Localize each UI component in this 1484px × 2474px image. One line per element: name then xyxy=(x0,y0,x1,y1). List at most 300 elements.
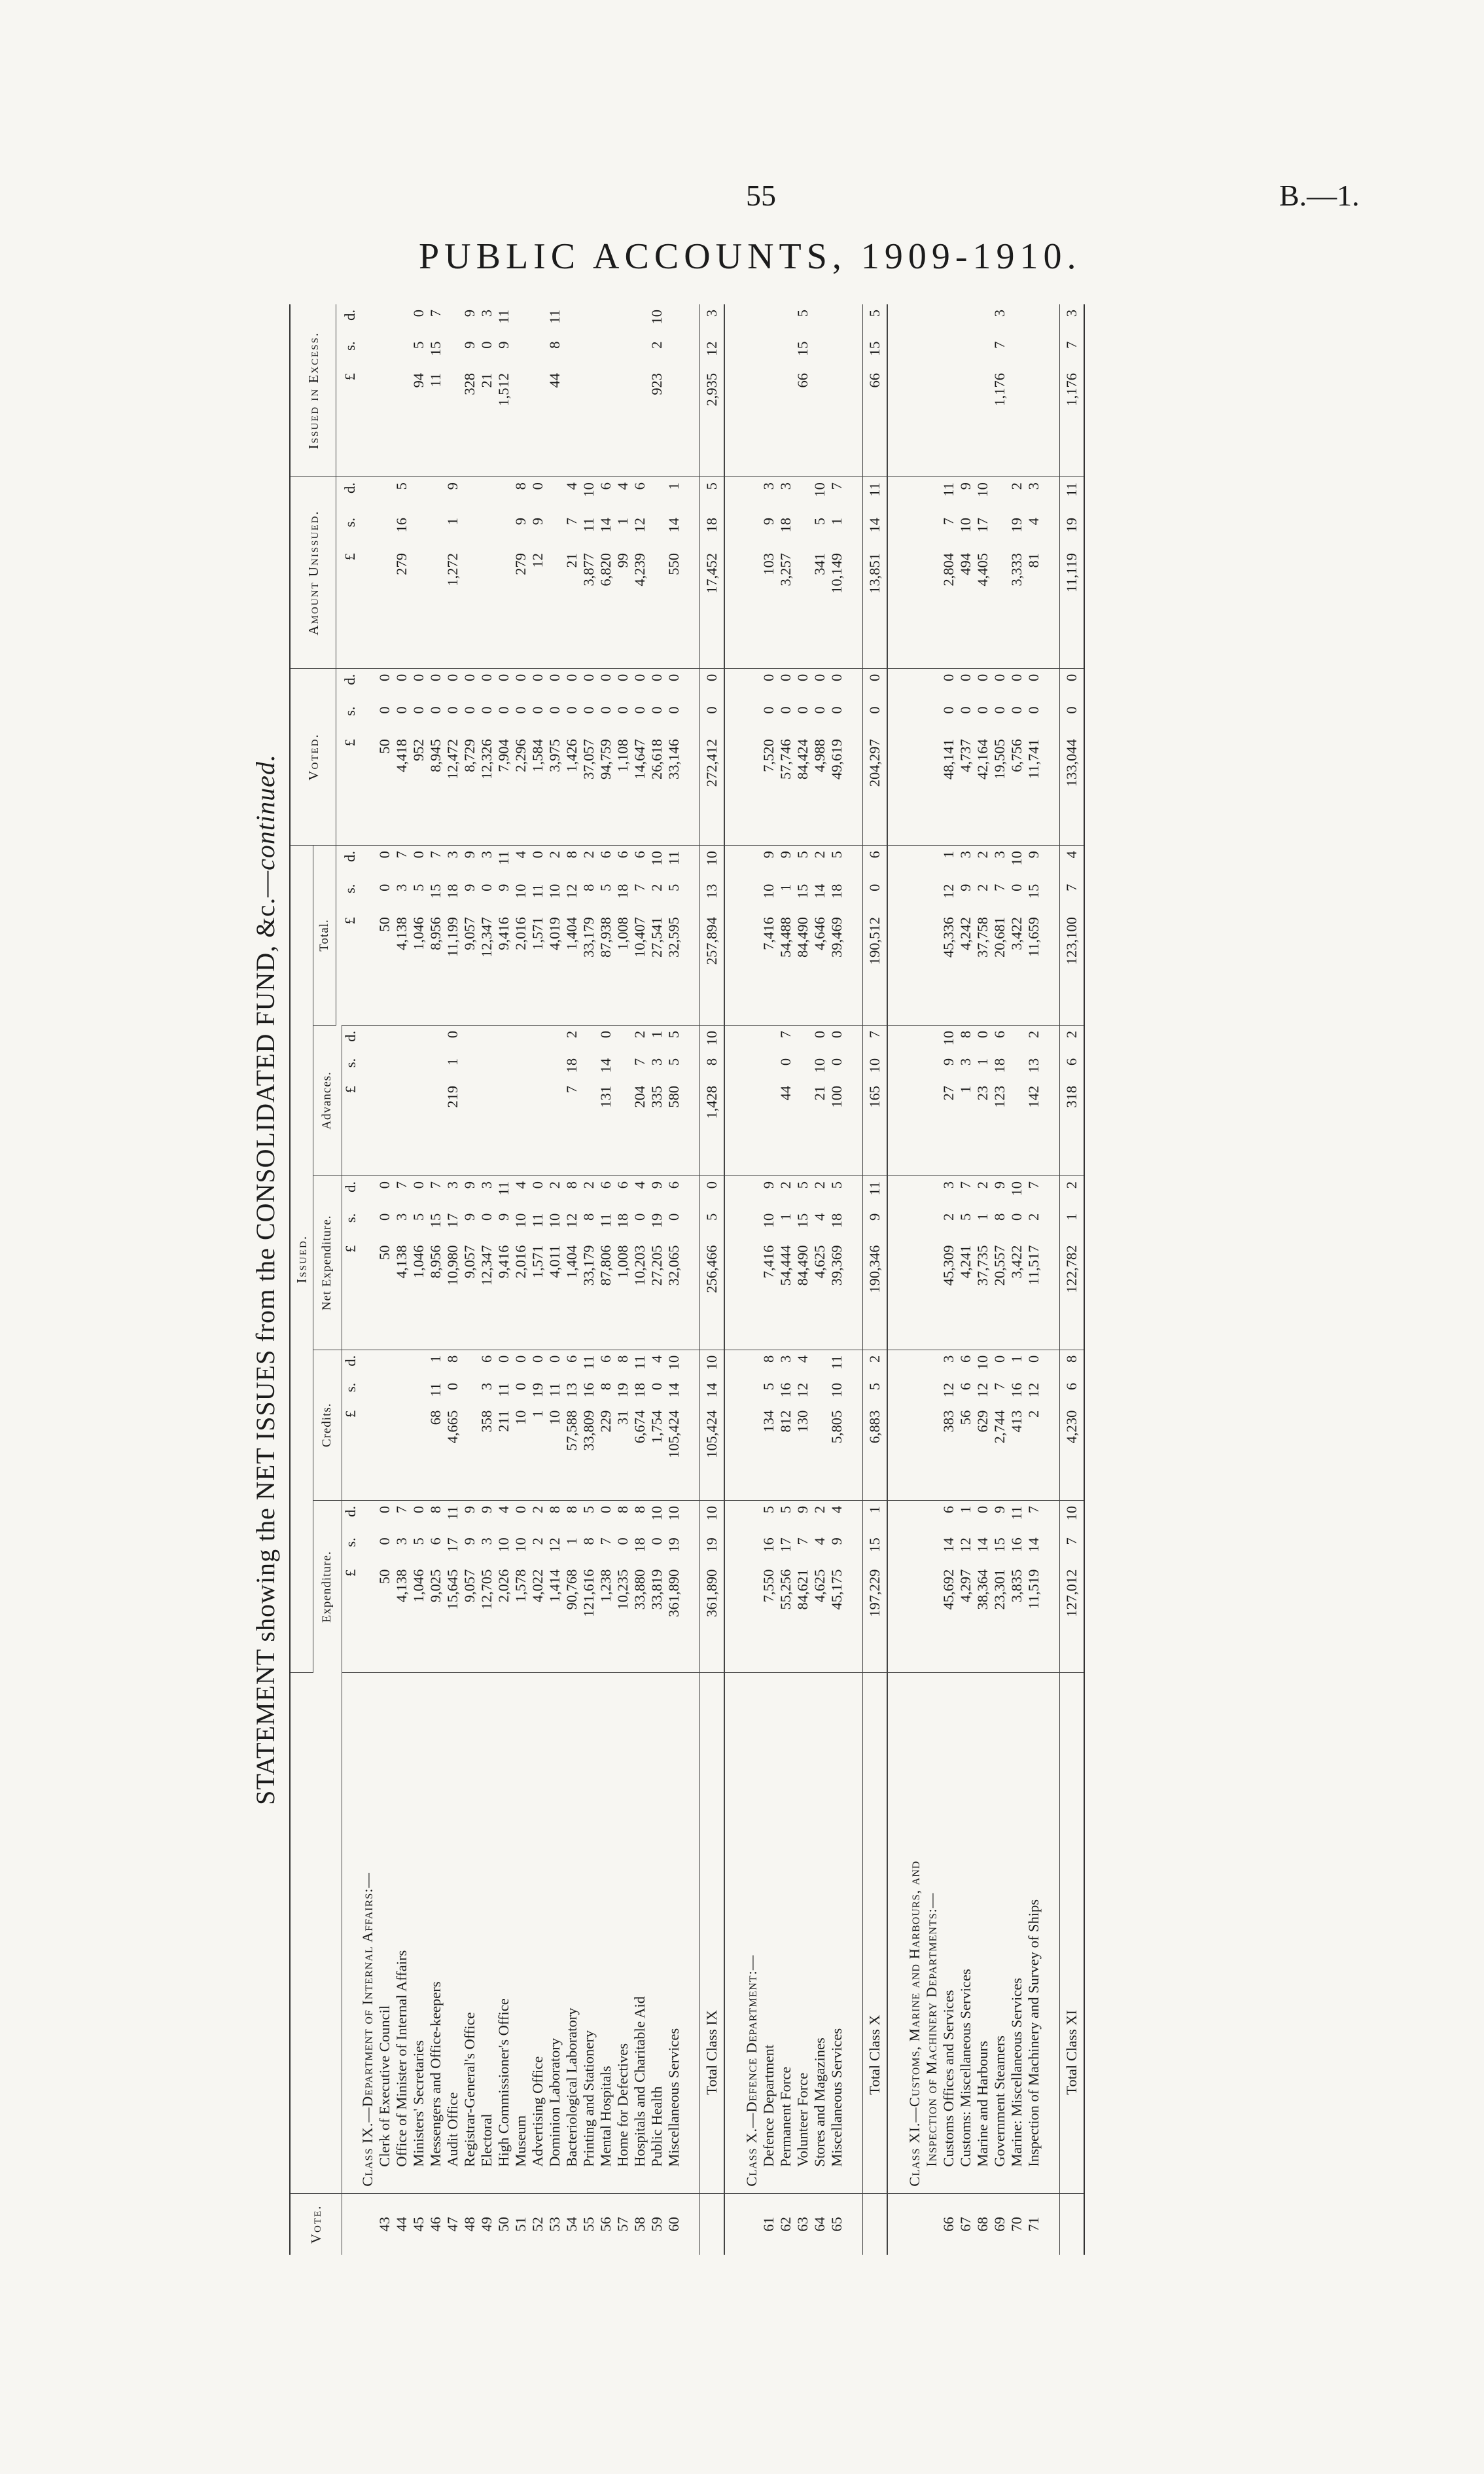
spacer-cell xyxy=(845,668,863,845)
amount-pounds: 2,016 xyxy=(512,1245,529,1279)
amount-pence: 0 xyxy=(410,673,427,682)
amount-pounds: 49,619 xyxy=(828,739,845,780)
amount-line xyxy=(546,1026,563,1175)
amount-pence: 0 xyxy=(512,1505,529,1514)
spacer-gap xyxy=(1042,304,1059,476)
amount-line xyxy=(461,304,478,476)
amount-pounds: 54,488 xyxy=(777,917,794,958)
amount-pence: 7 xyxy=(393,1181,410,1189)
total-pounds: 1,176 xyxy=(1063,372,1080,406)
amount-pounds xyxy=(614,373,631,476)
amount-line xyxy=(665,1176,682,1350)
amount-line xyxy=(991,1501,1008,1673)
amount-shillings: 7 xyxy=(794,1537,811,1545)
amount-shillings: 0 xyxy=(376,706,393,714)
amount-line xyxy=(991,669,1008,845)
amount-pounds xyxy=(376,1086,393,1175)
amount-line xyxy=(563,846,580,1025)
amount-shillings: 19 xyxy=(648,1213,665,1228)
separator-cell xyxy=(887,1500,906,1673)
vote-number: 67 xyxy=(957,2217,974,2232)
amount-line xyxy=(811,477,828,668)
voted-spacer xyxy=(906,669,923,845)
amount-pence: 7 xyxy=(957,1181,974,1189)
amount-shillings: 9 xyxy=(828,1537,845,1545)
amount-shillings: 0 xyxy=(444,706,461,714)
amount-line xyxy=(580,304,597,476)
amount-shillings: 1 xyxy=(563,1537,580,1545)
amount-pence: 0 xyxy=(597,673,614,682)
amount-pence: 0 xyxy=(760,673,777,682)
amount-shillings xyxy=(512,341,529,372)
amount-pounds: 54,444 xyxy=(777,1245,794,1286)
amount-line xyxy=(614,1026,631,1175)
amount-shillings: 12 xyxy=(794,1382,811,1398)
amount-line xyxy=(495,1026,512,1175)
amount-shillings: 10 xyxy=(957,518,974,533)
total-total-cell xyxy=(699,846,724,1026)
amount-pounds: 2,744 xyxy=(991,1410,1008,1444)
amount-pounds: 211 xyxy=(495,1410,512,1432)
amount-line xyxy=(393,1501,410,1673)
service-name: Ministers' Secretaries xyxy=(410,2040,427,2167)
amount-pence: 5 xyxy=(760,1505,777,1514)
amount-shillings: 12 xyxy=(631,518,648,533)
amount-line xyxy=(648,1176,665,1350)
amount-line xyxy=(376,1176,393,1350)
total-pounds: 123,100 xyxy=(1063,917,1080,965)
amount-line xyxy=(393,304,410,476)
total-pounds: 272,412 xyxy=(703,739,720,787)
statement-body xyxy=(342,304,1084,2255)
issued_in_excess-column xyxy=(743,304,845,477)
unit-cell-expenditure xyxy=(342,1500,359,1673)
spacer-cell xyxy=(682,304,700,477)
amount-shillings: 17 xyxy=(777,1537,794,1552)
amount-pence: 10 xyxy=(811,482,828,497)
amount-shillings: 19 xyxy=(614,1382,631,1398)
service-name: Permanent Force xyxy=(777,2066,794,2167)
amount-pence: 9 xyxy=(461,310,478,317)
amount-line xyxy=(546,1350,563,1500)
amount-line xyxy=(631,477,648,668)
amount-pence: 7 xyxy=(393,1505,410,1514)
amount-line xyxy=(393,846,410,1025)
unissued-header-gap xyxy=(336,477,342,669)
amount-pounds: 812 xyxy=(777,1410,794,1433)
total-amount-line xyxy=(1060,477,1084,668)
amount-shillings xyxy=(427,518,444,553)
total-pounds: 318 xyxy=(1063,1085,1080,1108)
amount-line xyxy=(631,1501,648,1673)
amount-pounds: 2,804 xyxy=(940,552,957,586)
amount-pounds: 20,557 xyxy=(991,1245,1008,1286)
amount-pounds: 123 xyxy=(991,1085,1008,1108)
amount-pence xyxy=(461,1026,478,1058)
separator-cell xyxy=(887,1175,906,1350)
total-amount-line xyxy=(863,304,887,476)
amount-shillings: 0 xyxy=(444,1382,461,1391)
amount-pence xyxy=(957,304,974,341)
amount-pounds: 66 xyxy=(794,372,811,388)
amount-shillings: 9 xyxy=(760,518,777,526)
amount-line xyxy=(794,1026,811,1175)
amount-line xyxy=(461,669,478,845)
amount-pounds xyxy=(614,1086,631,1175)
amount-line xyxy=(940,1501,957,1673)
unit-vote-cell xyxy=(342,2193,359,2255)
amount-pence xyxy=(376,304,393,341)
amount-pence: 0 xyxy=(376,851,393,859)
service-name: Mental Hospitals xyxy=(597,2066,614,2167)
amount-pounds: 50 xyxy=(376,917,393,932)
service-name: Defence Department xyxy=(760,2044,777,2167)
amount-pounds xyxy=(512,373,529,476)
amount-line xyxy=(478,1026,495,1175)
vote-number: 53 xyxy=(546,2217,563,2232)
amount-line xyxy=(760,669,777,845)
amount-shillings: 9 xyxy=(495,884,512,891)
amount-pence: 0 xyxy=(546,1355,563,1363)
amount-shillings: 9 xyxy=(461,1537,478,1545)
total-amount-line xyxy=(1060,1176,1084,1350)
vote-number: 60 xyxy=(665,2217,682,2232)
expenditure-total-cell xyxy=(1059,1500,1084,1673)
amount-shillings: 18 xyxy=(614,1213,631,1228)
service-name: Government Steamers xyxy=(991,2035,1008,2167)
amount-line xyxy=(811,1350,828,1500)
amount-pounds: 1,571 xyxy=(529,1245,546,1279)
unit-shillings: s. xyxy=(342,341,358,351)
spacer-cell xyxy=(1042,477,1060,669)
total-vote-cell xyxy=(1059,2193,1084,2255)
amount-pounds xyxy=(631,373,648,476)
amount-pence: 0 xyxy=(393,673,410,682)
amount-pounds: 44 xyxy=(546,372,563,388)
spacer-cell xyxy=(682,1500,700,1673)
amount-line xyxy=(563,669,580,845)
service-name: Clerk of Executive Council xyxy=(376,2005,393,2167)
unit-pence: d. xyxy=(342,1181,359,1192)
spacer-cell xyxy=(1042,846,1060,1026)
unit-pence: d. xyxy=(342,673,358,685)
amount-pounds: 42,164 xyxy=(974,739,991,780)
amount-shillings: 5 xyxy=(665,1058,682,1066)
amount-line xyxy=(648,1501,665,1673)
amount-line xyxy=(974,1501,991,1673)
amount-pence: 9 xyxy=(461,1181,478,1189)
amount-line xyxy=(529,1350,546,1500)
amount-pence: 6 xyxy=(597,1181,614,1189)
amount-line xyxy=(393,669,410,845)
total-amount-line xyxy=(700,1026,724,1175)
total-shillings: 0 xyxy=(866,884,883,891)
amount-pence: 2 xyxy=(631,1030,648,1039)
amount-pence: 5 xyxy=(665,1030,682,1039)
amount-pence xyxy=(648,477,665,518)
service-name: Customs: Miscellaneous Services xyxy=(957,1969,974,2167)
total-pounds: 127,012 xyxy=(1063,1569,1080,1617)
amount-pounds: 32,065 xyxy=(665,1245,682,1286)
issued-in-excess-header: Issued in Excess. xyxy=(290,304,336,477)
amount-shillings: 7 xyxy=(991,884,1008,891)
amount-line xyxy=(811,846,828,1025)
voted-spacer xyxy=(359,669,376,845)
expenditure-column xyxy=(359,1500,682,1673)
amount-shillings: 14 xyxy=(665,1382,682,1398)
amount-line xyxy=(529,1176,546,1350)
amount-pence: 0 xyxy=(991,1355,1008,1363)
amount-pence xyxy=(614,1026,631,1058)
advances-spacer xyxy=(359,1026,376,1175)
total-shillings: 14 xyxy=(703,1382,720,1398)
amount-pounds: 335 xyxy=(648,1085,665,1108)
amount-shillings xyxy=(614,341,631,372)
amount-pence: 9 xyxy=(444,482,461,490)
amount-pounds: 9,416 xyxy=(495,917,512,950)
total-pounds: 165 xyxy=(866,1085,883,1108)
amount-shillings: 0 xyxy=(811,706,828,714)
amount-shillings xyxy=(461,1383,478,1410)
amount-pence: 7 xyxy=(1025,1181,1042,1189)
spacer-gap xyxy=(682,1673,699,2193)
amount-pence: 0 xyxy=(512,673,529,682)
amount-pounds: 130 xyxy=(794,1410,811,1433)
amount-pounds: 12 xyxy=(529,552,546,568)
amount-pounds: 6,674 xyxy=(631,1410,648,1444)
amount-pounds: 6,756 xyxy=(1008,739,1025,772)
total-shillings: 15 xyxy=(866,1537,883,1552)
unit-line-issued_in_excess xyxy=(342,304,359,476)
amount-shillings: 0 xyxy=(974,706,991,714)
vote-number: 70 xyxy=(1008,2217,1025,2232)
amount-line xyxy=(461,477,478,668)
amount-line xyxy=(512,304,529,476)
amount-shillings: 8 xyxy=(580,1537,597,1545)
amount-pounds: 68 xyxy=(427,1410,444,1425)
amount-pence: 0 xyxy=(597,1030,614,1039)
amount-pence xyxy=(760,1026,777,1058)
total-header: Total. xyxy=(313,846,336,1026)
class-block xyxy=(906,304,1042,2255)
vote-number: 64 xyxy=(811,2217,828,2232)
net-expenditure-header: Net Expenditure. xyxy=(313,1175,342,1350)
total-shillings: 10 xyxy=(866,1058,883,1073)
amount-pence xyxy=(410,1026,427,1058)
total-shillings: 1 xyxy=(1063,1213,1080,1221)
amount-line xyxy=(495,669,512,845)
amount-pounds: 26,618 xyxy=(648,739,665,780)
amount-shillings: 0 xyxy=(648,706,665,714)
amount-pence: 6 xyxy=(631,851,648,859)
amount-pounds xyxy=(1008,1086,1025,1175)
amount-line xyxy=(580,1350,597,1500)
spacer-gap xyxy=(682,1350,699,1500)
amount-shillings: 18 xyxy=(777,518,794,533)
amount-shillings xyxy=(777,341,794,372)
total-spacer xyxy=(906,846,923,1025)
total-shillings: 6 xyxy=(1063,1382,1080,1391)
amount-pounds: 105,424 xyxy=(665,1410,682,1458)
expenditure-spacer xyxy=(359,1501,376,1673)
amount-line xyxy=(614,304,631,476)
spacer-cell xyxy=(1042,668,1060,845)
amount-pounds: 131 xyxy=(597,1085,614,1108)
amount-pounds: 10,980 xyxy=(444,1245,461,1286)
amount-pounds xyxy=(427,553,444,668)
spacer-cell xyxy=(682,477,700,669)
amount-line xyxy=(1025,669,1042,845)
amount-shillings: 3 xyxy=(478,1382,495,1391)
amount-pence: 0 xyxy=(794,673,811,682)
amount-pounds: 1,571 xyxy=(529,917,546,950)
amount-pounds: 361,890 xyxy=(665,1569,682,1617)
amount-shillings: 0 xyxy=(648,1382,665,1391)
class-block xyxy=(743,304,845,2255)
amount-pounds: 11,519 xyxy=(1025,1569,1042,1609)
vote-spacer-heading2 xyxy=(923,2194,940,2255)
amount-shillings: 12 xyxy=(1025,1382,1042,1398)
total-pence: 2 xyxy=(866,1355,883,1363)
amount-pounds: 494 xyxy=(957,552,974,575)
total-spacer2 xyxy=(923,846,940,1025)
amount-pounds: 33,179 xyxy=(580,917,597,958)
amount-line xyxy=(974,304,991,476)
amount-line xyxy=(614,846,631,1025)
amount-pounds xyxy=(376,1410,393,1500)
total-shillings: 6 xyxy=(1063,1058,1080,1066)
amount-pence: 0 xyxy=(444,1030,461,1039)
amount-line xyxy=(974,669,991,845)
page-reference: B.—1. xyxy=(1279,179,1360,212)
amount-shillings: 0 xyxy=(478,884,495,891)
amount-pence: 8 xyxy=(546,1505,563,1514)
unit-shillings: s. xyxy=(342,518,358,528)
amount-shillings xyxy=(427,1058,444,1086)
amount-line xyxy=(529,477,546,668)
amount-pounds xyxy=(529,1086,546,1175)
amount-line xyxy=(376,1501,393,1673)
amount-line xyxy=(512,846,529,1025)
amount-shillings: 0 xyxy=(376,1213,393,1221)
amount-shillings: 5 xyxy=(410,884,427,891)
amount-pounds: 6,820 xyxy=(597,552,614,586)
amount-shillings: 0 xyxy=(614,706,631,714)
expenditure-spacer xyxy=(743,1501,760,1673)
spacer-gap xyxy=(682,304,699,476)
total-pounds: 6,883 xyxy=(866,1410,883,1444)
amount-pence xyxy=(529,304,546,341)
amount_unissued-total-cell xyxy=(862,477,887,669)
amount-line xyxy=(760,1026,777,1175)
separator-cell xyxy=(724,1500,743,1673)
amount-pounds: 21 xyxy=(478,372,495,388)
amount-shillings: 3 xyxy=(393,1213,410,1221)
total-pence: 5 xyxy=(703,482,720,490)
amount-pounds: 45,309 xyxy=(940,1245,957,1286)
separator-cell xyxy=(724,1673,743,2193)
amount-shillings xyxy=(974,341,991,372)
amount-line xyxy=(427,1026,444,1175)
amount-pounds: 45,175 xyxy=(828,1569,845,1610)
amount-line xyxy=(665,1026,682,1175)
unit-line-expenditure xyxy=(342,1501,359,1673)
amount-line xyxy=(974,846,991,1025)
amount-pence xyxy=(546,477,563,518)
amount-line xyxy=(580,846,597,1025)
amount-pounds: 87,806 xyxy=(597,1245,614,1286)
separator-cell xyxy=(887,1025,906,1175)
amount-shillings: 5 xyxy=(410,1537,427,1545)
amount-shillings: 0 xyxy=(410,706,427,714)
amount-line xyxy=(597,477,614,668)
amount-pounds: 10 xyxy=(546,1410,563,1425)
amount-pounds: 11,741 xyxy=(1025,739,1042,780)
amount-pounds xyxy=(427,1086,444,1175)
total-amount-line xyxy=(863,846,887,1025)
net_expenditure-total-cell xyxy=(699,1175,724,1350)
amount-pounds: 1,046 xyxy=(410,917,427,950)
amount-pence: 10 xyxy=(665,1505,682,1521)
amount-shillings: 0 xyxy=(376,884,393,891)
vote-spacer-heading xyxy=(743,2194,760,2255)
amount-pence: 1 xyxy=(648,1030,665,1039)
amount-shillings xyxy=(1008,341,1025,372)
service-name: Customs Offices and Services xyxy=(940,1990,957,2167)
total-shillings: 7 xyxy=(1063,1537,1080,1545)
total-amount-line xyxy=(863,669,887,845)
spacer-cell xyxy=(845,1500,863,1673)
amount-pence xyxy=(991,477,1008,518)
amount-line xyxy=(478,669,495,845)
amount-pence: 0 xyxy=(974,1030,991,1039)
amount-line xyxy=(957,846,974,1025)
amount-pounds: 50 xyxy=(376,1245,393,1261)
spacer-cell xyxy=(682,846,700,1026)
vote-number: 52 xyxy=(529,2217,546,2232)
total-pence: 3 xyxy=(703,310,720,317)
amount-pounds: 84,490 xyxy=(794,1245,811,1286)
amount-pence xyxy=(631,304,648,341)
amount-line xyxy=(529,1026,546,1175)
amount-shillings: 10 xyxy=(512,1213,529,1228)
amount-pence: 3 xyxy=(991,310,1008,317)
amount-line xyxy=(1025,846,1042,1025)
amount-pounds: 23 xyxy=(974,1085,991,1101)
page-heading: PUBLIC ACCOUNTS, 1909-1910. xyxy=(419,236,1082,277)
total-pounds: 17,452 xyxy=(703,552,720,594)
total-pounds: 11,119 xyxy=(1063,552,1080,593)
amount-pence: 8 xyxy=(760,1355,777,1363)
amount-line xyxy=(580,1176,597,1350)
amount-shillings: 0 xyxy=(614,1537,631,1545)
amount-line xyxy=(631,846,648,1025)
spacer-cell xyxy=(845,846,863,1026)
service-name: Electoral xyxy=(478,2113,495,2167)
amount-line xyxy=(794,846,811,1025)
amount-shillings: 0 xyxy=(376,1537,393,1545)
vote-number: 54 xyxy=(563,2217,580,2232)
amount-line xyxy=(1025,1350,1042,1500)
amount-pence xyxy=(410,477,427,518)
amount-line xyxy=(444,1026,461,1175)
amount-pence xyxy=(580,304,597,341)
amount-shillings xyxy=(546,1058,563,1086)
amount-pounds: 4,405 xyxy=(974,552,991,586)
credits-total-cell xyxy=(862,1350,887,1500)
separator-cell xyxy=(887,846,906,1026)
amount-pounds: 7,550 xyxy=(760,1569,777,1603)
